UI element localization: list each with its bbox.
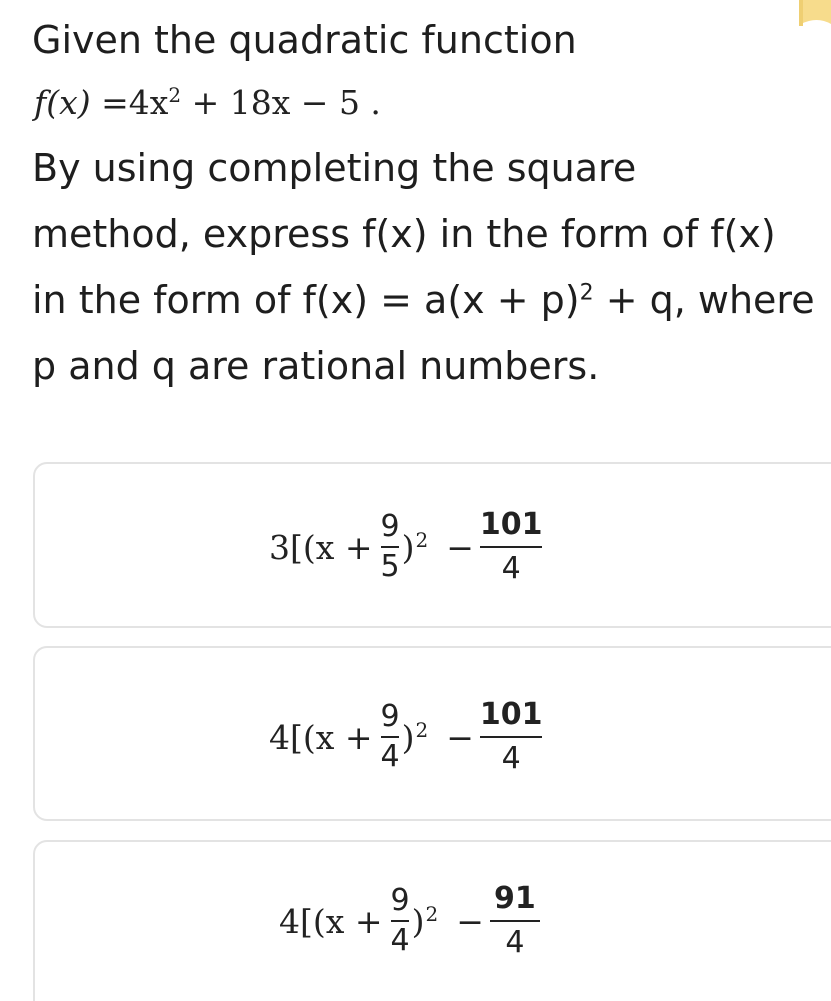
formula-equals: = [101, 83, 129, 122]
option-constant-fraction [480, 697, 543, 777]
question-body-line [32, 267, 822, 333]
question-body [32, 135, 822, 399]
fraction-numerator: 9 [390, 883, 410, 918]
option-expression [279, 876, 540, 966]
formula-rest: + 18x − 5 . [181, 83, 381, 122]
fraction-denominator: 4 [501, 741, 521, 776]
fraction-bar [381, 736, 399, 738]
question-body-line: By using completing the square [32, 146, 637, 190]
option-exponent: 2 [425, 901, 439, 926]
question-text [32, 0, 822, 399]
fraction-numerator: 9 [380, 699, 400, 734]
question-formula [34, 77, 822, 129]
option-inner-fraction [391, 884, 410, 958]
form-expression-tail: + q, where [593, 278, 815, 322]
fraction-bar [381, 546, 399, 548]
fraction-denominator: 4 [380, 739, 400, 774]
option-inner-fraction [381, 510, 400, 584]
closing-paren: ) [411, 901, 425, 941]
fraction-denominator: 4 [390, 923, 410, 958]
option-head: 4[(x + [279, 901, 383, 941]
formula-lhs: f(x) [34, 83, 91, 122]
option-expression [269, 502, 542, 592]
minus-sign: − [456, 901, 484, 941]
fraction-numerator: 9 [380, 509, 400, 544]
form-exponent: 2 [579, 280, 594, 306]
option-constant-fraction [480, 507, 543, 587]
fraction-bar [490, 920, 540, 922]
option-paren [402, 528, 429, 567]
closing-paren: ) [401, 717, 415, 757]
minus-sign: − [446, 717, 474, 757]
formula-coef: 4x [128, 83, 169, 122]
option-exponent: 2 [415, 527, 429, 552]
form-expression: in the form of f(x) = a(x + p) [32, 278, 580, 322]
fraction-bar [480, 736, 543, 738]
fraction-numerator: 101 [479, 697, 543, 732]
answer-option-2[interactable] [33, 646, 831, 821]
fraction-bar [391, 920, 409, 922]
minus-sign: − [446, 527, 474, 567]
fraction-numerator: 101 [479, 507, 543, 542]
question-body-line: p and q are rational numbers. [32, 344, 600, 388]
question-body-line: method, express f(x) in the form of f(x) [32, 212, 776, 256]
option-paren [402, 718, 429, 757]
fraction-denominator: 4 [501, 551, 521, 586]
fraction-numerator: 91 [493, 881, 536, 916]
option-constant-fraction [490, 881, 540, 961]
question-intro: Given the quadratic function [32, 18, 577, 62]
option-paren [412, 902, 439, 941]
fraction-denominator: 4 [505, 925, 525, 960]
option-inner-fraction [381, 700, 400, 774]
answer-option-3[interactable] [33, 840, 831, 1001]
option-head: 4[(x + [269, 717, 373, 757]
answer-option-1[interactable] [33, 462, 831, 628]
fraction-bar [480, 546, 543, 548]
formula-exponent: 2 [168, 83, 182, 107]
closing-paren: ) [401, 527, 415, 567]
option-exponent: 2 [415, 717, 429, 742]
fraction-denominator: 5 [380, 549, 400, 584]
option-head: 3[(x + [269, 527, 373, 567]
option-expression [269, 692, 542, 782]
